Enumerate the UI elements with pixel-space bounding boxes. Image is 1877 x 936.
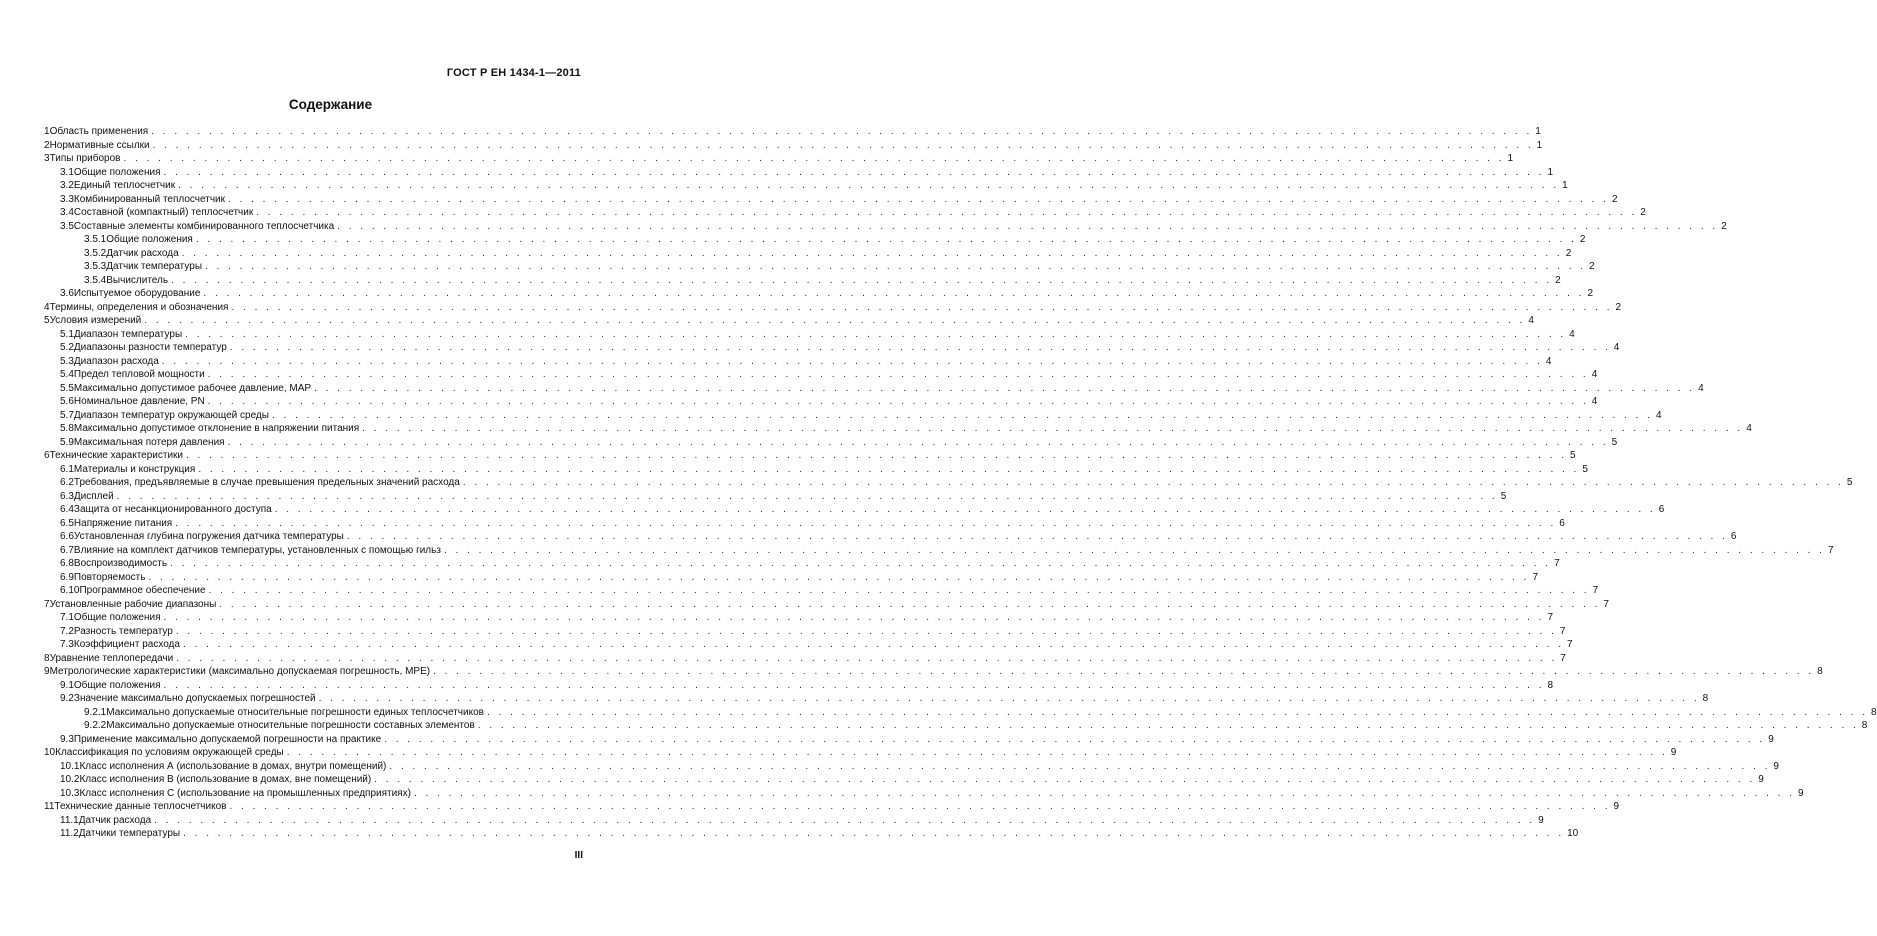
table-of-contents: [44, 125, 1877, 841]
document-header: ГОСТ Р ЕН 1434-1—2011: [446, 67, 581, 79]
toc-entry[interactable]: [44, 638, 1573, 652]
toc-entry-number: 3.5.1: [84, 234, 107, 245]
toc-entry[interactable]: [44, 382, 1704, 396]
toc-entry-title: Установленная глубина погружения датчика температуры: [73, 531, 344, 542]
toc-entry-page: 10: [1567, 828, 1579, 839]
toc-leader-dots: . . . . . . . . . . . . . . . . . . . . . . . . . . . . . . . . . . . . . . . . . . . . . . . . . . . . . . . . . . . . . . . . . . . . . . . . . . . . . . . . . . . . . . . . . . . . . . . . . . . . . . . . . . . . . . . . . . . . . . . .: [123, 153, 1505, 164]
toc-entry-title: Предел тепловой мощности: [73, 369, 205, 380]
toc-entry[interactable]: [44, 463, 1588, 477]
toc-entry-title: Классификация по условиям окружающей среды: [55, 747, 284, 758]
toc-entry[interactable]: [44, 422, 1752, 436]
toc-entry-number: 6.4: [60, 504, 74, 515]
toc-entry[interactable]: [44, 719, 1868, 733]
toc-entry[interactable]: [44, 692, 1709, 706]
toc-entry-title: Дисплей: [73, 490, 114, 502]
toc-entry-title: Номинальное давление, PN: [73, 396, 205, 407]
toc-entry-title: Воспроизводимость: [73, 558, 168, 569]
toc-entry-number: 7.3: [60, 639, 74, 650]
toc-entry[interactable]: [44, 598, 1609, 612]
toc-entry[interactable]: [44, 827, 1579, 841]
toc-entry[interactable]: [44, 557, 1560, 571]
toc-entry-number: 3.4: [60, 207, 74, 218]
toc-entry-number: 3: [44, 153, 50, 164]
toc-entry-title: Метрологические характеристики (максимально допускаемая погрешность, MPE): [49, 666, 431, 677]
toc-entry-title: Требования, предъявляемые в случае превышения предельных значений расхода: [73, 477, 460, 488]
toc-entry-page: 8: [1547, 679, 1554, 691]
toc-entry-page: 6: [1658, 504, 1665, 515]
toc-entry-title: Составной (компактный) теплосчетчик: [73, 207, 254, 218]
toc-entry[interactable]: [44, 179, 1568, 193]
toc-entry-title: Диапазон температуры: [73, 328, 183, 340]
toc-entry[interactable]: [44, 233, 1586, 247]
toc-leader-dots: . . . . . . . . . . . . . . . . . . . . . . . . . . . . . . . . . . . . . . . . . . . . . . . . . . . . . . . . . . . . . . . . . . . . . . . . . . . . . . . . . . . . . . . . . . . . . . . . . . . . . . . . . . . . . . . . . . . . . . . .: [198, 463, 1580, 475]
toc-entry-page: 7: [1560, 652, 1566, 664]
toc-entry-title: Общие положения: [73, 612, 161, 623]
toc-entry-title: Максимально допускаемые относительные погрешности составных элементов: [106, 720, 475, 731]
toc-entry-title: Диапазон температур окружающей среды: [73, 409, 269, 421]
toc-leader-dots: . . . . . . . . . . . . . . . . . . . . . . . . . . . . . . . . . . . . . . . . . . . . . . . . . . . . . . . . . . . . . . . . . . . . . . . . . . . . . . . . . . . . . . . . . . . . . . . . . . . . . . . . . . . . . . . . . . . . . . . .: [477, 720, 1859, 731]
toc-entry-number: 10: [44, 747, 56, 758]
toc-entry-page: 2: [1721, 220, 1727, 232]
toc-leader-dots: . . . . . . . . . . . . . . . . . . . . . . . . . . . . . . . . . . . . . . . . . . . . . . . . . . . . . . . . . . . . . . . . . . . . . . . . . . . . . . . . . . . . . . . . . . . . . . . . . . . . . . . . . . . . . . . . . . . . . . . .: [229, 342, 1611, 353]
toc-entry[interactable]: [44, 652, 1566, 666]
toc-entry-title: Напряжение питания: [73, 517, 173, 529]
toc-entry[interactable]: [44, 193, 1618, 207]
toc-entry[interactable]: [44, 220, 1727, 234]
toc-leader-dots: . . . . . . . . . . . . . . . . . . . . . . . . . . . . . . . . . . . . . . . . . . . . . . . . . . . . . . . . . . . . . . . . . . . . . . . . . . . . . . . . . . . . . . . . . . . . . . . . . . . . . . . . . . . . . . . . . . . . . . . .: [163, 679, 1545, 691]
toc-entry[interactable]: [44, 152, 1514, 166]
toc-entry-number: 5.5: [60, 382, 74, 394]
toc-entry-page: 1: [1507, 153, 1514, 164]
toc-entry-page: 7: [1559, 625, 1566, 637]
toc-entry-number: 6.1: [60, 463, 74, 475]
toc-entry-page: 9: [1613, 801, 1620, 812]
toc-entry-title: Класс исполнения С (использование на промышленных предприятиях): [79, 787, 411, 799]
toc-entry-page: 4: [1591, 369, 1598, 380]
toc-entry-page: 6: [1730, 531, 1737, 542]
toc-entry[interactable]: [44, 814, 1544, 828]
toc-entry-title: Максимально допустимое отклонение в напряжении питания: [73, 423, 360, 434]
toc-leader-dots: . . . . . . . . . . . . . . . . . . . . . . . . . . . . . . . . . . . . . . . . . . . . . . . . . . . . . . . . . . . . . . . . . . . . . . . . . . . . . . . . . . . . . . . . . . . . . . . . . . . . . . . . . . . . . . . . . . . . . . . .: [486, 706, 1868, 718]
toc-entry-number: 2: [44, 139, 50, 151]
toc-entry-title: Материалы и конструкция: [73, 463, 196, 475]
toc-entry-number: 3.1: [60, 166, 74, 178]
toc-leader-dots: . . . . . . . . . . . . . . . . . . . . . . . . . . . . . . . . . . . . . . . . . . . . . . . . . . . . . . . . . . . . . . . . . . . . . . . . . . . . . . . . . . . . . . . . . . . . . . . . . . . . . . . . . . . . . . . . . . . . . . . .: [170, 558, 1552, 569]
toc-entry-title: Испытуемое оборудование: [73, 288, 201, 299]
toc-entry-number: 3.5.3: [84, 261, 107, 272]
toc-entry-page: 1: [1536, 139, 1543, 151]
toc-entry[interactable]: [44, 746, 1677, 760]
toc-leader-dots: . . . . . . . . . . . . . . . . . . . . . . . . . . . . . . . . . . . . . . . . . . . . . . . . . . . . . . . . . . . . . . . . . . . . . . . . . . . . . . . . . . . . . . . . . . . . . . . . . . . . . . . . . . . . . . . . . . . . . . . .: [384, 733, 1766, 745]
toc-entry-number: 9.3: [60, 733, 74, 745]
toc-entry[interactable]: [44, 665, 1823, 679]
toc-entry[interactable]: [44, 274, 1561, 288]
toc-entry-number: 5.7: [60, 409, 74, 421]
toc-entry-page: 8: [1870, 706, 1877, 718]
toc-leader-dots: . . . . . . . . . . . . . . . . . . . . . . . . . . . . . . . . . . . . . . . . . . . . . . . . . . . . . . . . . . . . . . . . . . . . . . . . . . . . . . . . . . . . . . . . . . . . . . . . . . . . . . . . . . . . . . . . . . . . . . . .: [227, 436, 1609, 448]
toc-entry-number: 6.8: [60, 558, 74, 569]
toc-entry-title: Общие положения: [73, 166, 161, 178]
toc-entry-number: 11.1: [60, 814, 79, 826]
toc-entry-title: Установленные рабочие диапазоны: [49, 598, 217, 610]
toc-leader-dots: . . . . . . . . . . . . . . . . . . . . . . . . . . . . . . . . . . . . . . . . . . . . . . . . . . . . . . . . . . . . . . . . . . . . . . . . . . . . . . . . . . . . . . . . . . . . . . . . . . . . . . . . . . . . . . . . . . . . . . . .: [286, 747, 1668, 758]
toc-leader-dots: . . . . . . . . . . . . . . . . . . . . . . . . . . . . . . . . . . . . . . . . . . . . . . . . . . . . . . . . . . . . . . . . . . . . . . . . . . . . . . . . . . . . . . . . . . . . . . . . . . . . . . . . . . . . . . . . . . . . . . . .: [219, 598, 1601, 610]
toc-entry-page: 5: [1846, 477, 1853, 488]
toc-entry[interactable]: [44, 206, 1646, 220]
toc-entry-title: Коэффициент расхода: [73, 639, 180, 650]
toc-entry-number: 1: [44, 126, 50, 137]
toc-entry-number: 6.6: [60, 531, 74, 542]
toc-leader-dots: . . . . . . . . . . . . . . . . . . . . . . . . . . . . . . . . . . . . . . . . . . . . . . . . . . . . . . . . . . . . . . . . . . . . . . . . . . . . . . . . . . . . . . . . . . . . . . . . . . . . . . . . . . . . . . . . . . . . . . . .: [228, 193, 1610, 205]
toc-entry-page: 4: [1569, 328, 1575, 340]
toc-entry-number: 5.1: [60, 328, 74, 340]
toc-leader-dots: . . . . . . . . . . . . . . . . . . . . . . . . . . . . . . . . . . . . . . . . . . . . . . . . . . . . . . . . . . . . . . . . . . . . . . . . . . . . . . . . . . . . . . . . . . . . . . . . . . . . . . . . . . . . . . . . . . . . . . . .: [195, 234, 1577, 245]
toc-leader-dots: . . . . . . . . . . . . . . . . . . . . . . . . . . . . . . . . . . . . . . . . . . . . . . . . . . . . . . . . . . . . . . . . . . . . . . . . . . . . . . . . . . . . . . . . . . . . . . . . . . . . . . . . . . . . . . . . . . . . . . . .: [389, 760, 1771, 772]
toc-entry[interactable]: [44, 706, 1877, 720]
toc-entry-number: 5.9: [60, 436, 74, 448]
toc-entry-page: 4: [1746, 423, 1752, 434]
toc-entry-title: Программное обеспечение: [79, 585, 206, 596]
toc-entry-title: Диапазоны разности температур: [73, 342, 227, 353]
toc-entry-page: 2: [1587, 288, 1594, 299]
toc-entry[interactable]: [44, 571, 1539, 585]
toc-entry-number: 6.10: [60, 585, 80, 596]
toc-leader-dots: . . . . . . . . . . . . . . . . . . . . . . . . . . . . . . . . . . . . . . . . . . . . . . . . . . . . . . . . . . . . . . . . . . . . . . . . . . . . . . . . . . . . . . . . . . . . . . . . . . . . . . . . . . . . . . . . . . . . . . . .: [256, 207, 1638, 218]
toc-leader-dots: . . . . . . . . . . . . . . . . . . . . . . . . . . . . . . . . . . . . . . . . . . . . . . . . . . . . . . . . . . . . . . . . . . . . . . . . . . . . . . . . . . . . . . . . . . . . . . . . . . . . . . . . . . . . . . . . . . . . . . . .: [346, 531, 1728, 542]
toc-entry-page: 2: [1565, 247, 1572, 259]
toc-leader-dots: . . . . . . . . . . . . . . . . . . . . . . . . . . . . . . . . . . . . . . . . . . . . . . . . . . . . . . . . . . . . . . . . . . . . . . . . . . . . . . . . . . . . . . . . . . . . . . . . . . . . . . . . . . . . . . . . . . . . . . . .: [208, 585, 1590, 596]
toc-entry-page: 2: [1555, 274, 1561, 286]
toc-leader-dots: . . . . . . . . . . . . . . . . . . . . . . . . . . . . . . . . . . . . . . . . . . . . . . . . . . . . . . . . . . . . . . . . . . . . . . . . . . . . . . . . . . . . . . . . . . . . . . . . . . . . . . . . . . . . . . . . . . . . . . . .: [163, 612, 1545, 623]
toc-entry[interactable]: [44, 301, 1622, 315]
toc-entry-title: Применение максимально допускаемой погрешности на практике: [73, 733, 382, 745]
toc-entry-number: 6.2: [60, 477, 74, 488]
toc-leader-dots: . . . . . . . . . . . . . . . . . . . . . . . . . . . . . . . . . . . . . . . . . . . . . . . . . . . . . . . . . . . . . . . . . . . . . . . . . . . . . . . . . . . . . . . . . . . . . . . . . . . . . . . . . . . . . . . . . . . . . . . .: [314, 382, 1696, 394]
toc-leader-dots: . . . . . . . . . . . . . . . . . . . . . . . . . . . . . . . . . . . . . . . . . . . . . . . . . . . . . . . . . . . . . . . . . . . . . . . . . . . . . . . . . . . . . . . . . . . . . . . . . . . . . . . . . . . . . . . . . . . . . . . .: [182, 639, 1564, 650]
toc-entry-title: Область применения: [49, 126, 149, 137]
toc-entry-number: 6: [44, 450, 50, 461]
toc-entry[interactable]: [44, 368, 1598, 382]
toc-entry-number: 6.9: [60, 571, 74, 583]
toc-entry-number: 5.3: [60, 355, 74, 367]
toc-entry-title: Датчики температуры: [78, 828, 181, 839]
toc-entry-title: Класс исполнения А (использование в домах, внутри помещений): [79, 760, 387, 772]
toc-entry-number: 3.5.4: [84, 274, 107, 286]
toc-leader-dots: . . . . . . . . . . . . . . . . . . . . . . . . . . . . . . . . . . . . . . . . . . . . . . . . . . . . . . . . . . . . . . . . . . . . . . . . . . . . . . . . . . . . . . . . . . . . . . . . . . . . . . . . . . . . . . . . . . . . . . . .: [151, 126, 1533, 137]
toc-entry[interactable]: [44, 260, 1595, 274]
toc-entry-page: 1: [1547, 166, 1554, 178]
toc-entry-title: Общие положения: [73, 679, 161, 691]
toc-leader-dots: . . . . . . . . . . . . . . . . . . . . . . . . . . . . . . . . . . . . . . . . . . . . . . . . . . . . . . . . . . . . . . . . . . . . . . . . . . . . . . . . . . . . . . . . . . . . . . . . . . . . . . . . . . . . . . . . . . . . . . . .: [185, 328, 1567, 340]
toc-entry-title: Влияние на комплект датчиков температуры, установленных с помощью гильз: [73, 544, 441, 556]
toc-leader-dots: . . . . . . . . . . . . . . . . . . . . . . . . . . . . . . . . . . . . . . . . . . . . . . . . . . . . . . . . . . . . . . . . . . . . . . . . . . . . . . . . . . . . . . . . . . . . . . . . . . . . . . . . . . . . . . . . . . . . . . . .: [116, 490, 1498, 502]
toc-entry[interactable]: [44, 476, 1853, 490]
toc-entry-number: 3.3: [60, 193, 74, 205]
toc-entry-number: 9.2: [60, 693, 74, 704]
toc-entry[interactable]: [44, 287, 1594, 301]
toc-entry-page: 9: [1758, 774, 1764, 785]
toc-entry-title: Термины, определения и обозначения: [49, 301, 229, 313]
toc-entry-title: Повторяемость: [73, 571, 146, 583]
toc-entry-number: 3.5.2: [84, 247, 107, 259]
toc-entry-page: 6: [1559, 517, 1565, 529]
toc-entry-number: 7: [44, 598, 50, 610]
toc-entry-number: 6.5: [60, 517, 74, 529]
toc-entry-title: Типы приборов: [49, 153, 121, 164]
toc-entry-page: 2: [1589, 261, 1595, 272]
toc-entry[interactable]: [44, 125, 1541, 139]
toc-entry-number: 6.7: [60, 544, 74, 556]
toc-entry[interactable]: [44, 436, 1618, 450]
toc-entry[interactable]: [44, 139, 1543, 153]
toc-leader-dots: . . . . . . . . . . . . . . . . . . . . . . . . . . . . . . . . . . . . . . . . . . . . . . . . . . . . . . . . . . . . . . . . . . . . . . . . . . . . . . . . . . . . . . . . . . . . . . . . . . . . . . . . . . . . . . . . . . . . . . . .: [186, 450, 1568, 461]
toc-entry-number: 5.6: [60, 396, 74, 407]
toc-entry[interactable]: [44, 787, 1804, 801]
toc-entry-page: 8: [1702, 693, 1709, 704]
toc-entry-page: 4: [1591, 396, 1598, 407]
toc-entry[interactable]: [44, 409, 1662, 423]
toc-entry[interactable]: [44, 449, 1576, 463]
toc-leader-dots: . . . . . . . . . . . . . . . . . . . . . . . . . . . . . . . . . . . . . . . . . . . . . . . . . . . . . . . . . . . . . . . . . . . . . . . . . . . . . . . . . . . . . . . . . . . . . . . . . . . . . . . . . . . . . . . . . . . . . . . .: [205, 261, 1587, 272]
toc-entry-page: 4: [1545, 355, 1552, 367]
toc-entry-number: 10.1: [60, 760, 80, 772]
toc-entry-page: 9: [1538, 814, 1544, 826]
toc-entry-page: 7: [1603, 598, 1609, 610]
toc-entry-page: 7: [1547, 612, 1554, 623]
toc-entry-page: 8: [1861, 720, 1868, 731]
toc-leader-dots: . . . . . . . . . . . . . . . . . . . . . . . . . . . . . . . . . . . . . . . . . . . . . . . . . . . . . . . . . . . . . . . . . . . . . . . . . . . . . . . . . . . . . . . . . . . . . . . . . . . . . . . . . . . . . . . . . . . . . . . .: [231, 301, 1613, 313]
toc-leader-dots: . . . . . . . . . . . . . . . . . . . . . . . . . . . . . . . . . . . . . . . . . . . . . . . . . . . . . . . . . . . . . . . . . . . . . . . . . . . . . . . . . . . . . . . . . . . . . . . . . . . . . . . . . . . . . . . . . . . . . . . .: [207, 369, 1589, 380]
toc-entry[interactable]: [44, 517, 1565, 531]
toc-leader-dots: . . . . . . . . . . . . . . . . . . . . . . . . . . . . . . . . . . . . . . . . . . . . . . . . . . . . . . . . . . . . . . . . . . . . . . . . . . . . . . . . . . . . . . . . . . . . . . . . . . . . . . . . . . . . . . . . . . . . . . . .: [176, 652, 1558, 664]
toc-entry-number: 3.6: [60, 288, 74, 299]
toc-entry[interactable]: [44, 328, 1575, 342]
toc-leader-dots: . . . . . . . . . . . . . . . . . . . . . . . . . . . . . . . . . . . . . . . . . . . . . . . . . . . . . . . . . . . . . . . . . . . . . . . . . . . . . . . . . . . . . . . . . . . . . . . . . . . . . . . . . . . . . . . . . . . . . . . .: [175, 625, 1557, 637]
toc-leader-dots: . . . . . . . . . . . . . . . . . . . . . . . . . . . . . . . . . . . . . . . . . . . . . . . . . . . . . . . . . . . . . . . . . . . . . . . . . . . . . . . . . . . . . . . . . . . . . . . . . . . . . . . . . . . . . . . . . . . . . . . .: [271, 409, 1653, 421]
toc-entry-title: Разность температур: [73, 625, 173, 637]
toc-entry-page: 2: [1579, 234, 1586, 245]
toc-leader-dots: . . . . . . . . . . . . . . . . . . . . . . . . . . . . . . . . . . . . . . . . . . . . . . . . . . . . . . . . . . . . . . . . . . . . . . . . . . . . . . . . . . . . . . . . . . . . . . . . . . . . . . . . . . . . . . . . . . . . . . . .: [181, 247, 1563, 259]
toc-entry[interactable]: [44, 530, 1737, 544]
toc-leader-dots: . . . . . . . . . . . . . . . . . . . . . . . . . . . . . . . . . . . . . . . . . . . . . . . . . . . . . . . . . . . . . . . . . . . . . . . . . . . . . . . . . . . . . . . . . . . . . . . . . . . . . . . . . . . . . . . . . . . . . . . .: [175, 517, 1557, 529]
toc-entry-title: Значение максимально допускаемых погрешностей: [73, 693, 316, 704]
toc-entry-page: 2: [1640, 207, 1646, 218]
page-title: Содержание: [288, 97, 373, 112]
toc-entry-page: 1: [1562, 180, 1568, 191]
toc-entry[interactable]: [44, 314, 1534, 328]
page-number: III: [574, 850, 583, 861]
toc-entry-page: 7: [1592, 585, 1599, 596]
toc-entry-page: 7: [1532, 571, 1539, 583]
toc-entry-title: Вычислитель: [106, 274, 169, 286]
toc-leader-dots: . . . . . . . . . . . . . . . . . . . . . . . . . . . . . . . . . . . . . . . . . . . . . . . . . . . . . . . . . . . . . . . . . . . . . . . . . . . . . . . . . . . . . . . . . . . . . . . . . . . . . . . . . . . . . . . . . . . . . . . .: [362, 423, 1744, 434]
toc-entry-page: 4: [1613, 342, 1620, 353]
toc-leader-dots: . . . . . . . . . . . . . . . . . . . . . . . . . . . . . . . . . . . . . . . . . . . . . . . . . . . . . . . . . . . . . . . . . . . . . . . . . . . . . . . . . . . . . . . . . . . . . . . . . . . . . . . . . . . . . . . . . . . . . . . .: [374, 774, 1756, 785]
toc-entry-title: Класс исполнения В (использование в домах, вне помещений): [79, 774, 372, 785]
toc-entry[interactable]: [44, 584, 1599, 598]
toc-entry-title: Общие положения: [106, 234, 193, 245]
toc-entry-number: 5.2: [60, 342, 74, 353]
toc-entry[interactable]: [44, 355, 1552, 369]
toc-entry[interactable]: [44, 679, 1554, 693]
toc-leader-dots: . . . . . . . . . . . . . . . . . . . . . . . . . . . . . . . . . . . . . . . . . . . . . . . . . . . . . . . . . . . . . . . . . . . . . . . . . . . . . . . . . . . . . . . . . . . . . . . . . . . . . . . . . . . . . . . . . . . . . . . .: [229, 801, 1611, 812]
toc-entry-page: 9: [1670, 747, 1677, 758]
toc-entry-title: Уравнение теплопередачи: [49, 652, 174, 664]
toc-entry[interactable]: [44, 503, 1665, 517]
toc-entry-page: 9: [1797, 787, 1804, 799]
toc-entry-number: 4: [44, 301, 50, 313]
toc-entry-number: 3.2: [60, 180, 74, 191]
toc-entry[interactable]: [44, 247, 1572, 261]
toc-entry-number: 7.2: [60, 625, 74, 637]
toc-entry[interactable]: [44, 733, 1774, 747]
toc-leader-dots: . . . . . . . . . . . . . . . . . . . . . . . . . . . . . . . . . . . . . . . . . . . . . . . . . . . . . . . . . . . . . . . . . . . . . . . . . . . . . . . . . . . . . . . . . . . . . . . . . . . . . . . . . . . . . . . . . . . . . . . .: [207, 396, 1589, 407]
toc-entry[interactable]: [44, 341, 1620, 355]
toc-entry-page: 5: [1582, 463, 1588, 475]
toc-entry-title: Нормативные ссылки: [49, 139, 150, 151]
toc-entry-number: 3.5: [60, 220, 74, 232]
toc-leader-dots: . . . . . . . . . . . . . . . . . . . . . . . . . . . . . . . . . . . . . . . . . . . . . . . . . . . . . . . . . . . . . . . . . . . . . . . . . . . . . . . . . . . . . . . . . . . . . . . . . . . . . . . . . . . . . . . . . . . . . . . .: [413, 787, 1795, 799]
toc-leader-dots: . . . . . . . . . . . . . . . . . . . . . . . . . . . . . . . . . . . . . . . . . . . . . . . . . . . . . . . . . . . . . . . . . . . . . . . . . . . . . . . . . . . . . . . . . . . . . . . . . . . . . . . . . . . . . . . . . . . . . . . .: [144, 315, 1526, 326]
toc-entry-title: Датчик температуры: [106, 261, 203, 272]
toc-leader-dots: . . . . . . . . . . . . . . . . . . . . . . . . . . . . . . . . . . . . . . . . . . . . . . . . . . . . . . . . . . . . . . . . . . . . . . . . . . . . . . . . . . . . . . . . . . . . . . . . . . . . . . . . . . . . . . . . . . . . . . . .: [148, 571, 1530, 583]
toc-entry[interactable]: [44, 544, 1834, 558]
toc-leader-dots: . . . . . . . . . . . . . . . . . . . . . . . . . . . . . . . . . . . . . . . . . . . . . . . . . . . . . . . . . . . . . . . . . . . . . . . . . . . . . . . . . . . . . . . . . . . . . . . . . . . . . . . . . . . . . . . . . . . . . . . .: [171, 274, 1553, 286]
toc-entry-number: 9.2.1: [84, 706, 107, 718]
toc-leader-dots: . . . . . . . . . . . . . . . . . . . . . . . . . . . . . . . . . . . . . . . . . . . . . . . . . . . . . . . . . . . . . . . . . . . . . . . . . . . . . . . . . . . . . . . . . . . . . . . . . . . . . . . . . . . . . . . . . . . . . . . .: [161, 355, 1543, 367]
toc-entry-number: 5.4: [60, 369, 74, 380]
toc-entry-number: 7.1: [60, 612, 74, 623]
toc-entry-page: 7: [1827, 544, 1834, 556]
toc-entry-title: Составные элементы комбинированного теплосчетчика: [73, 220, 335, 232]
toc-entry[interactable]: [44, 395, 1598, 409]
toc-leader-dots: . . . . . . . . . . . . . . . . . . . . . . . . . . . . . . . . . . . . . . . . . . . . . . . . . . . . . . . . . . . . . . . . . . . . . . . . . . . . . . . . . . . . . . . . . . . . . . . . . . . . . . . . . . . . . . . . . . . . . . . .: [154, 814, 1536, 826]
toc-entry[interactable]: [44, 611, 1554, 625]
toc-entry-page: 9: [1773, 760, 1779, 772]
toc-entry-number: 11: [44, 801, 55, 812]
toc-entry-page: 7: [1566, 639, 1573, 650]
toc-entry[interactable]: [44, 490, 1507, 504]
toc-entry-number: 5.8: [60, 423, 74, 434]
toc-entry-page: 1: [1535, 126, 1541, 137]
toc-entry-number: 10.2: [60, 774, 80, 785]
toc-entry[interactable]: [44, 625, 1566, 639]
toc-entry[interactable]: [44, 166, 1554, 180]
toc-entry-title: Датчик расхода: [78, 814, 152, 826]
toc-entry-number: 11.2: [60, 828, 79, 839]
toc-entry-title: Максимально допускаемые относительные погрешности единых теплосчетчиков: [106, 706, 484, 718]
toc-leader-dots: . . . . . . . . . . . . . . . . . . . . . . . . . . . . . . . . . . . . . . . . . . . . . . . . . . . . . . . . . . . . . . . . . . . . . . . . . . . . . . . . . . . . . . . . . . . . . . . . . . . . . . . . . . . . . . . . . . . . . . . .: [274, 504, 1656, 515]
toc-leader-dots: . . . . . . . . . . . . . . . . . . . . . . . . . . . . . . . . . . . . . . . . . . . . . . . . . . . . . . . . . . . . . . . . . . . . . . . . . . . . . . . . . . . . . . . . . . . . . . . . . . . . . . . . . . . . . . . . . . . . . . . .: [337, 220, 1719, 232]
toc-entry-title: Диапазон расхода: [73, 355, 159, 367]
toc-entry-title: Датчик расхода: [106, 247, 179, 259]
toc-entry-number: 9.1: [60, 679, 74, 691]
toc-entry-title: Защита от несанкционированного доступа: [73, 504, 272, 515]
toc-entry-page: 5: [1611, 436, 1618, 448]
toc-leader-dots: . . . . . . . . . . . . . . . . . . . . . . . . . . . . . . . . . . . . . . . . . . . . . . . . . . . . . . . . . . . . . . . . . . . . . . . . . . . . . . . . . . . . . . . . . . . . . . . . . . . . . . . . . . . . . . . . . . . . . . . .: [443, 544, 1825, 556]
toc-entry-page: 4: [1698, 382, 1704, 394]
toc-entry[interactable]: [44, 773, 1764, 787]
toc-entry[interactable]: [44, 800, 1620, 814]
toc-entry-title: Условия измерений: [49, 315, 142, 326]
toc-entry-number: 9: [44, 666, 50, 677]
toc-leader-dots: . . . . . . . . . . . . . . . . . . . . . . . . . . . . . . . . . . . . . . . . . . . . . . . . . . . . . . . . . . . . . . . . . . . . . . . . . . . . . . . . . . . . . . . . . . . . . . . . . . . . . . . . . . . . . . . . . . . . . . . .: [163, 166, 1545, 178]
toc-leader-dots: . . . . . . . . . . . . . . . . . . . . . . . . . . . . . . . . . . . . . . . . . . . . . . . . . . . . . . . . . . . . . . . . . . . . . . . . . . . . . . . . . . . . . . . . . . . . . . . . . . . . . . . . . . . . . . . . . . . . . . . .: [178, 180, 1560, 191]
toc-entry-number: 6.3: [60, 490, 74, 502]
toc-leader-dots: . . . . . . . . . . . . . . . . . . . . . . . . . . . . . . . . . . . . . . . . . . . . . . . . . . . . . . . . . . . . . . . . . . . . . . . . . . . . . . . . . . . . . . . . . . . . . . . . . . . . . . . . . . . . . . . . . . . . . . . .: [462, 477, 1844, 488]
toc-entry[interactable]: [44, 760, 1779, 774]
toc-entry-page: 5: [1570, 450, 1576, 461]
toc-entry-number: 5: [44, 315, 50, 326]
toc-leader-dots: . . . . . . . . . . . . . . . . . . . . . . . . . . . . . . . . . . . . . . . . . . . . . . . . . . . . . . . . . . . . . . . . . . . . . . . . . . . . . . . . . . . . . . . . . . . . . . . . . . . . . . . . . . . . . . . . . . . . . . . .: [318, 693, 1700, 704]
toc-leader-dots: . . . . . . . . . . . . . . . . . . . . . . . . . . . . . . . . . . . . . . . . . . . . . . . . . . . . . . . . . . . . . . . . . . . . . . . . . . . . . . . . . . . . . . . . . . . . . . . . . . . . . . . . . . . . . . . . . . . . . . . .: [152, 139, 1534, 151]
toc-entry-number: 9.2.2: [84, 720, 107, 731]
toc-entry-page: 8: [1817, 666, 1823, 677]
toc-entry-page: 2: [1612, 193, 1618, 205]
toc-entry-page: 7: [1554, 558, 1560, 569]
toc-entry-title: Единый теплосчетчик: [73, 180, 176, 191]
toc-leader-dots: . . . . . . . . . . . . . . . . . . . . . . . . . . . . . . . . . . . . . . . . . . . . . . . . . . . . . . . . . . . . . . . . . . . . . . . . . . . . . . . . . . . . . . . . . . . . . . . . . . . . . . . . . . . . . . . . . . . . . . . .: [433, 666, 1815, 677]
toc-entry-page: 4: [1528, 315, 1534, 326]
toc-entry-number: 10.3: [60, 787, 80, 799]
toc-entry-page: 2: [1615, 301, 1622, 313]
toc-entry-page: 5: [1500, 490, 1507, 502]
toc-entry-title: Комбинированный теплосчетчик: [73, 193, 225, 205]
toc-entry-title: Максимальная потеря давления: [73, 436, 225, 448]
toc-leader-dots: . . . . . . . . . . . . . . . . . . . . . . . . . . . . . . . . . . . . . . . . . . . . . . . . . . . . . . . . . . . . . . . . . . . . . . . . . . . . . . . . . . . . . . . . . . . . . . . . . . . . . . . . . . . . . . . . . . . . . . . .: [183, 828, 1565, 839]
toc-entry-title: Максимально допустимое рабочее давление, MAP: [73, 382, 312, 394]
toc-entry-page: 9: [1768, 733, 1774, 745]
toc-entry-page: 4: [1655, 409, 1662, 421]
toc-entry-title: Технические данные теплосчетчиков: [54, 801, 227, 812]
toc-entry-title: Технические характеристики: [49, 450, 183, 461]
toc-entry-number: 8: [44, 652, 50, 664]
toc-leader-dots: . . . . . . . . . . . . . . . . . . . . . . . . . . . . . . . . . . . . . . . . . . . . . . . . . . . . . . . . . . . . . . . . . . . . . . . . . . . . . . . . . . . . . . . . . . . . . . . . . . . . . . . . . . . . . . . . . . . . . . . .: [203, 288, 1585, 299]
